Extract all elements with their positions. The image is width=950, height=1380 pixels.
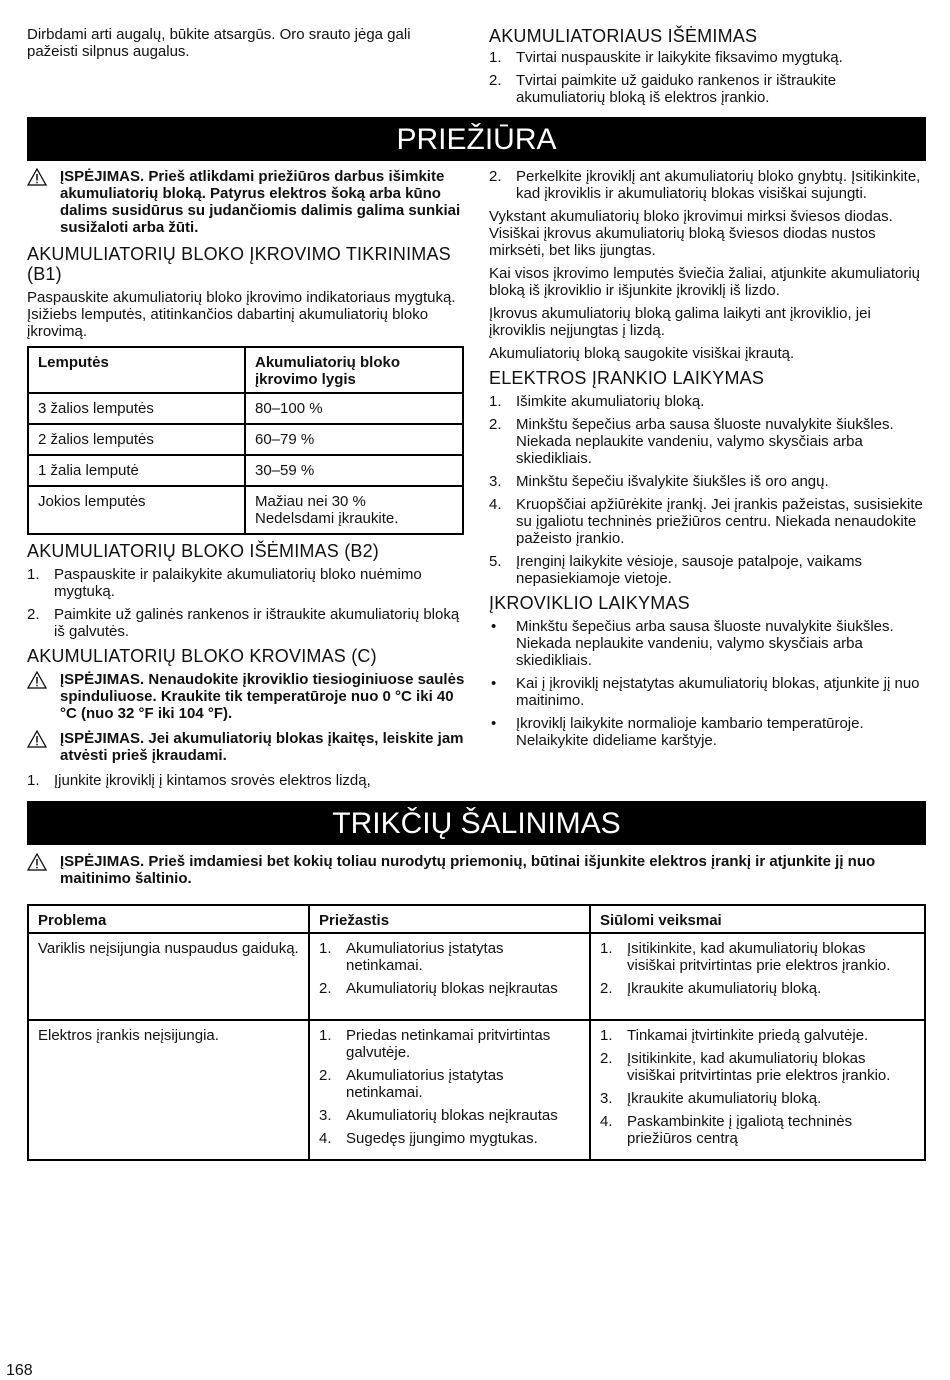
- list-item: 2. Minkštu šepečius arba sausa šluoste nuvalykite šiukšles. Niekada neplaukite vandeniu, valymo skysčiais arba skiedikliais.: [489, 416, 894, 467]
- list-item: 1. Tvirtai nuspauskite ir laikykite fiksavimo mygtuką.: [489, 49, 843, 66]
- table-row: Jokios lemputės Mažiau nei 30 % Nedelsdami įkraukite.: [28, 486, 463, 534]
- list-item: 2. Įsitikinkite, kad akumuliatorių blokas visiškai pritvirtintas prie elektros įrankio.: [600, 1050, 891, 1084]
- list-item: 5. Įrenginį laikykite vėsioje, sausoje patalpoje, vaikams nepasiekiamoje vietoje.: [489, 553, 863, 587]
- troubleshooting-table: [27, 904, 926, 1161]
- table-row: 1 žalia lemputė 30–59 %: [28, 455, 463, 486]
- charging-warning-hot: ĮSPĖJIMAS. Jei akumuliatorių blokas įkaitęs, leiskite jam atvėsti prieš įkraudami.: [27, 730, 465, 764]
- charging-para-storage: Įkrovus akumuliatorių bloką galima laikyti ant įkroviklio, jei įkroviklis neįjungtas į lizdą.: [489, 305, 871, 339]
- list-item: • Įkroviklį laikykite normalioje kambario temperatūroje. Nelaikykite dideliame karštyje.: [491, 715, 864, 749]
- list-item: 2. Akumuliatorius įstatytas netinkamai.: [319, 1067, 504, 1101]
- list-item: 4. Sugedęs įjungimo mygtukas.: [319, 1130, 538, 1147]
- troubleshooting-banner: TRIKČIŲ ŠALINIMAS: [27, 801, 926, 845]
- charger-storage-heading: ĮKROVIKLIO LAIKYMAS: [489, 593, 690, 613]
- plants-caution-text: Dirbdami arti augalų, būkite atsargūs. Oro srauto jėga gali pažeisti silpnus augalus.: [27, 26, 411, 60]
- list-item: 3. Įkraukite akumuliatorių bloką.: [600, 1090, 822, 1107]
- list-item: 2. Tvirtai paimkite už gaiduko rankenos ir ištraukite akumuliatorių bloką iš elektros įrankio.: [489, 72, 837, 106]
- charging-para-keep: Akumuliatorių bloką saugokite visiškai įkrautą.: [489, 345, 795, 362]
- battery-removal-section: [489, 26, 929, 112]
- warning-triangle-icon: [27, 853, 47, 871]
- list-item: 1. Paspauskite ir palaikykite akumuliatorių bloko nuėmimo mygtuką.: [27, 566, 422, 600]
- warning-triangle-icon: [27, 730, 47, 748]
- maintenance-banner: PRIEŽIŪRA: [27, 117, 926, 161]
- maintenance-right-column: [489, 168, 929, 755]
- charger-storage-bullets: [489, 618, 929, 749]
- list-item: 3. Minkštu šepečiu išvalykite šiukšles iš oro angų.: [489, 473, 829, 490]
- list-item: • Minkštu šepečius arba sausa šluoste nuvalykite šiukšles. Niekada neplaukite vandeniu, valymo skysčiais arba skiedikliais.: [491, 618, 894, 669]
- list-item: • Kai į įkroviklį neįstatytas akumuliatorių blokas, atjunkite jį nuo maitinimo.: [491, 675, 920, 709]
- charging-warning-sun: ĮSPĖJIMAS. Nenaudokite įkroviklio tiesioginiuose saulės spinduliuose. Kraukite tik temperatūroje nuo 0 °C iki 40 °C (nuo 32 °F iki 104 °F).: [27, 671, 465, 722]
- list-item: 1. Akumuliatorius įstatytas netinkamai.: [319, 940, 504, 974]
- troubleshooting-warning: ĮSPĖJIMAS. Prieš imdamiesi bet kokių toliau nurodytų priemonių, būtinai išjunkite elektros įrankį ir atjunkite jį nuo maitinimo šaltinio.: [27, 853, 926, 887]
- list-item: 1. Tinkamai įtvirtinkite priedą galvutėje.: [600, 1027, 869, 1044]
- col-level-header: Akumuliatorių bloko įkrovimo lygis: [245, 347, 463, 393]
- list-item: 2. Perkelkite įkroviklį ant akumuliatorių bloko gnybtų. Įsitikinkite, kad įkroviklis ir akumuliatorių blokas visiškai sujungti.: [489, 168, 921, 202]
- warning-triangle-icon: [27, 168, 47, 186]
- list-item: 4. Kruopščiai apžiūrėkite įrankį. Jei įrankis pažeistas, susisiekite su įgaliotu techninės priežiūros centru. Niekada nenaudokite pažeisto įrankio.: [489, 496, 923, 547]
- list-item: 1. Išimkite akumuliatorių bloką.: [489, 393, 705, 410]
- warning-triangle-icon: [27, 671, 47, 689]
- top-left-block: [27, 26, 465, 66]
- list-item: 1. Įjunkite įkroviklį į kintamos srovės elektros lizdą,: [27, 772, 371, 789]
- charging-para-led: Vykstant akumuliatorių bloko įkrovimui mirksi šviesos diodas. Visiškai įkrovus akumuliatorių bloką šviesos diodas nustos mirksėti, bet liks įjungtas.: [489, 208, 893, 259]
- battery-removal-heading: AKUMULIATORIAUS IŠĖMIMAS: [489, 26, 758, 46]
- table-header-row: [28, 347, 463, 393]
- maintenance-left-column: [27, 168, 465, 795]
- charging-heading: AKUMULIATORIŲ BLOKO KROVIMAS (C): [27, 646, 377, 666]
- list-item: 1. Priedas netinkamai pritvirtintas galvutėje.: [319, 1027, 551, 1061]
- troubleshooting-warning-block: [27, 853, 926, 895]
- charging-para-green: Kai visos įkrovimo lemputės šviečia žaliai, atjunkite akumuliatorių bloką iš įkroviklio ir išjunkite įkroviklį iš lizdo.: [489, 265, 921, 299]
- list-item: 2. Įkraukite akumuliatorių bloką.: [600, 980, 822, 997]
- table-row: Variklis neįsijungia nuspaudus gaiduką. 1. Akumuliatorius įstatytas netinkamai. 2. Akumuliatorių blokas neįkrautas 1. Įsitikinkite, kad akumuliatorių blokas visiškai pritvirtintas prie elektros įrankio. 2. Įkraukite akumuliatorių bloką.: [28, 933, 925, 1020]
- list-item: 4. Paskambinkite į įgaliotą techninės priežiūros centrą: [600, 1113, 853, 1147]
- charge-check-text: Paspauskite akumuliatorių bloko įkrovimo indikatoriaus mygtuką. Įsižiebs lemputės, atitinkančios dabartinį akumuliatorių bloko įkrovimą.: [27, 289, 456, 340]
- table-header-row: [28, 905, 925, 933]
- col-action-header: Siūlomi veiksmai: [590, 905, 925, 933]
- charge-level-table: [27, 346, 464, 535]
- table-row: Elektros įrankis neįsijungia. 1. Priedas netinkamai pritvirtintas galvutėje. 2. Akumuliatorius įstatytas netinkamai. 3. Akumuliatorių blokas neįkrautas 4. Sugedęs įjungimo mygtukas. 1. Tinkamai įtvirtinkite priedą galvutėje. 2. Įsitikinkite, kad akumuliatorių blokas visiškai pritvirtintas prie elektros įrankio. 3. Įkraukite akumuliatorių bloką. 4. Paskambinkite į įgaliotą techninės priežiūros centrą: [28, 1020, 925, 1160]
- charging-steps-left: [27, 772, 465, 789]
- table-row: 3 žalios lemputės 80–100 %: [28, 393, 463, 424]
- battery-removal-b2-steps: [27, 566, 465, 640]
- list-item: 2. Paimkite už galinės rankenos ir ištraukite akumuliatorių bloką iš galvutės.: [27, 606, 460, 640]
- list-item: 2. Akumuliatorių blokas neįkrautas: [319, 980, 558, 997]
- col-cause-header: Priežastis: [309, 905, 590, 933]
- battery-removal-b2-heading: AKUMULIATORIŲ BLOKO IŠĖMIMAS (B2): [27, 541, 380, 561]
- charging-steps-right: [489, 168, 929, 202]
- col-lights-header: Lemputės: [28, 347, 245, 393]
- col-problem-header: Problema: [28, 905, 309, 933]
- battery-removal-steps: [489, 49, 929, 106]
- charge-check-heading: AKUMULIATORIŲ BLOKO ĮKROVIMO TIKRINIMAS (B1): [27, 244, 451, 284]
- list-item: 1. Įsitikinkite, kad akumuliatorių blokas visiškai pritvirtintas prie elektros įrankio.: [600, 940, 891, 974]
- tool-storage-steps: [489, 393, 929, 587]
- list-item: 3. Akumuliatorių blokas neįkrautas: [319, 1107, 558, 1124]
- table-row: 2 žalios lemputės 60–79 %: [28, 424, 463, 455]
- tool-storage-heading: ELEKTROS ĮRANKIO LAIKYMAS: [489, 368, 765, 388]
- maintenance-warning: ĮSPĖJIMAS. Prieš atlikdami priežiūros darbus išimkite akumuliatorių bloką. Patyrus elektros šoką arba kūno dalims susidūrus su judančiomis dalimis galima sunkiai susižaloti arba žūti.: [27, 168, 465, 236]
- page-number: 168: [6, 1362, 33, 1379]
